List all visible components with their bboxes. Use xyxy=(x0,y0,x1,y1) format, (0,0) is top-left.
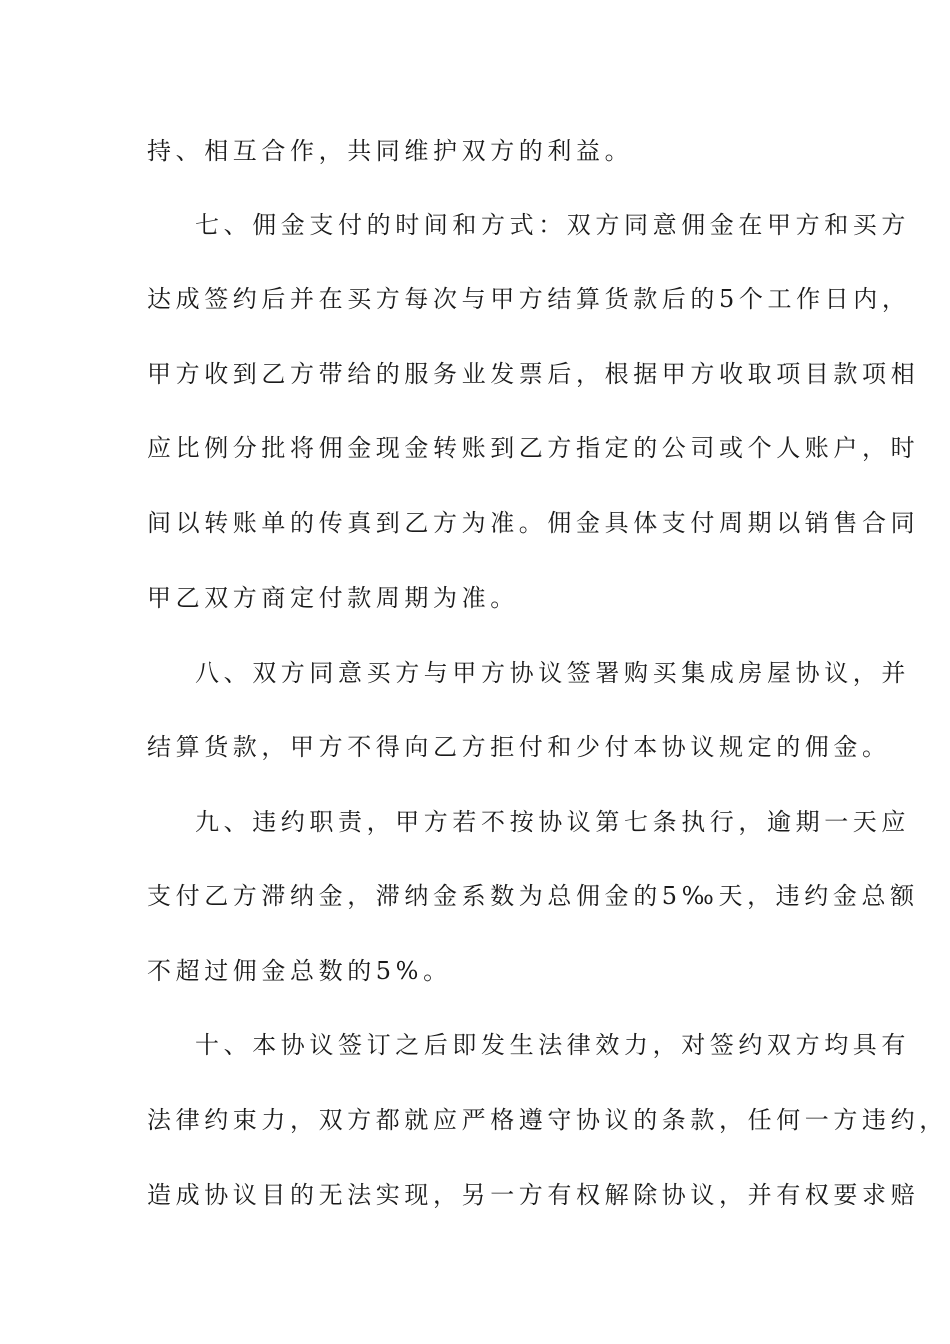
text-line: 甲方收到乙方带给的服务业发票后，根据甲方收取项目款项相 xyxy=(147,360,920,388)
text-line: 不超过佣金总数的5%。 xyxy=(147,957,452,985)
clause-7-heading-line: 七、佣金支付的时间和方式：双方同意佣金在甲方和买方 xyxy=(195,211,910,239)
clause-8-heading-line: 八、双方同意买方与甲方协议签署购买集成房屋协议，并 xyxy=(195,659,910,687)
text-line: 甲乙双方商定付款周期为准。 xyxy=(147,584,519,612)
text-line: 应比例分批将佣金现金转账到乙方指定的公司或个人账户，时 xyxy=(147,434,920,462)
text-line: 达成签约后并在买方每次与甲方结算货款后的5个工作日内， xyxy=(147,285,911,313)
text-line: 间以转账单的传真到乙方为准。佣金具体支付周期以销售合同 xyxy=(147,509,920,537)
text-line: 支付乙方滞纳金，滞纳金系数为总佣金的5‰天，违约金总额 xyxy=(147,882,919,910)
text-line: 法律约束力，双方都就应严格遵守协议的条款，任何一方违约， xyxy=(147,1106,948,1134)
text-line: 造成协议目的无法实现，另一方有权解除协议，并有权要求赔 xyxy=(147,1181,920,1209)
clause-9-heading-line: 九、违约职责，甲方若不按协议第七条执行，逾期一天应 xyxy=(195,808,910,836)
text-line: 持、相互合作，共同维护双方的利益。 xyxy=(147,137,634,165)
clause-10-heading-line: 十、本协议签订之后即发生法律效力，对签约双方均具有 xyxy=(195,1031,910,1059)
text-line: 结算货款，甲方不得向乙方拒付和少付本协议规定的佣金。 xyxy=(147,733,891,761)
